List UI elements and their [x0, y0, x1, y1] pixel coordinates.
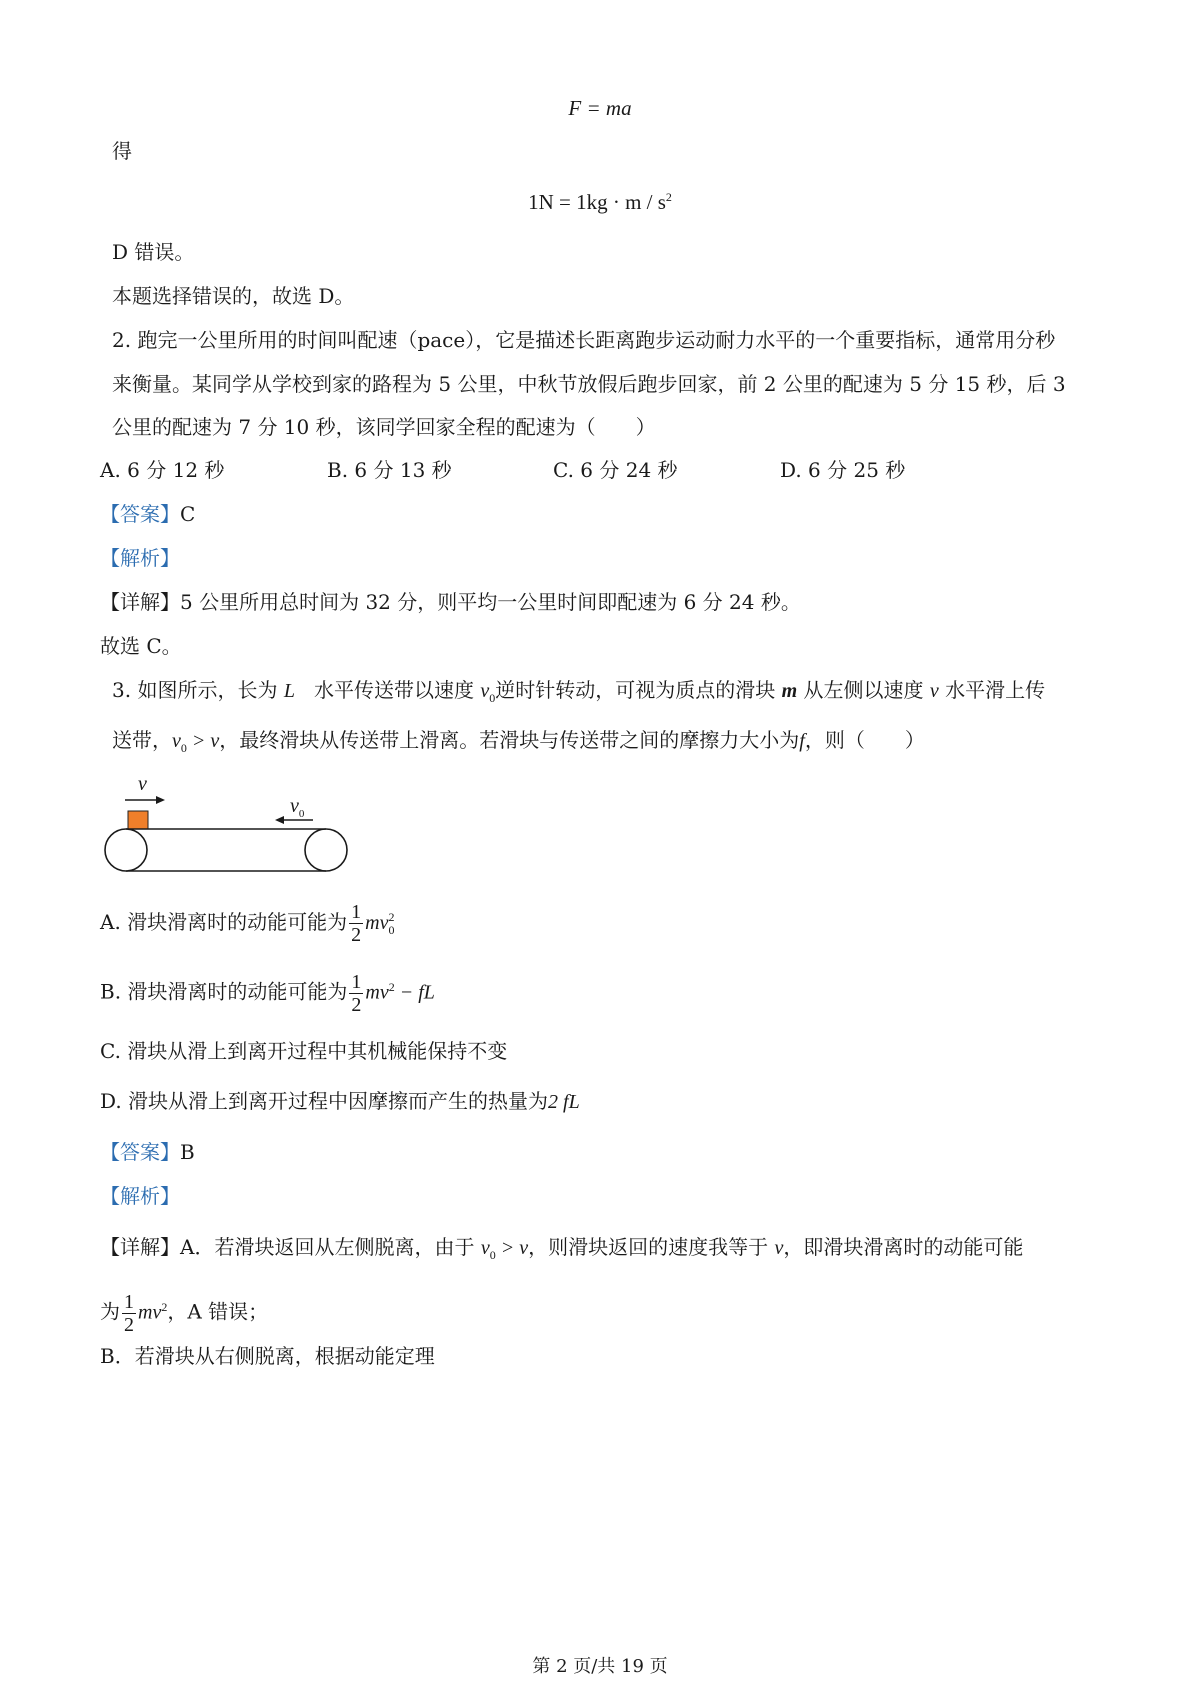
q2-option-d: D. 6 分 25 秒	[780, 458, 906, 482]
q2-option-c: C. 6 分 24 秒	[553, 458, 678, 482]
q3-line1: 3. 如图所示，长为 L 水平传送带以速度 $v_0$逆时针转动，可视为质点的滑块 m 从左侧以速度 v 水平滑上传	[112, 678, 1046, 705]
q2-detail: 【详解】5 公里所用总时间为 32 分，则平均一公里时间即配速为 6 分 24 秒。	[100, 590, 801, 614]
q2-option-a: A. 6 分 12 秒	[100, 458, 225, 482]
text-de: 得	[112, 139, 132, 163]
arrow-head-right-icon	[156, 796, 165, 804]
q2-answer: 【答案】C	[100, 502, 196, 526]
slider-block	[128, 811, 148, 829]
formula-unit: $1N = 1kg \cdot m / s^2$	[528, 190, 672, 214]
figure-label-v: v	[138, 773, 147, 795]
q3-option-c: C. 滑块从滑上到离开过程中其机械能保持不变	[100, 1039, 508, 1063]
page-footer: 第 2 页/共 19 页	[532, 1656, 668, 1677]
q3-analysis-label: 【解析】	[100, 1184, 180, 1208]
left-pulley	[105, 829, 147, 871]
q2-analysis-label: 【解析】	[100, 546, 180, 570]
arrow-head-left-icon	[275, 816, 284, 824]
q3-detail-line3: B．若滑块从右侧脱离，根据动能定理	[100, 1344, 435, 1368]
q2-final: 故选 C。	[100, 634, 182, 658]
q3-detail-line1: 【详解】A．若滑块返回从左侧脱离，由于 $v_0 > v$，则滑块返回的速度我等于 v，即滑块滑离时的动能可能	[100, 1235, 1024, 1262]
q2-line1: 2. 跑完一公里所用的时间叫配速（pace），它是描述长距离跑步运动耐力水平的一个重要指标，通常用分秒	[112, 328, 1056, 352]
q3-option-a: A. 滑块滑离时的动能可能为 $\frac{1}{2}$ mv 2 0	[100, 901, 395, 946]
q3-option-d: D. 滑块从滑上到离开过程中因摩擦而产生的热量为2 fL	[100, 1089, 580, 1113]
figure-label-v0: $v_0$	[290, 795, 305, 820]
right-pulley	[305, 829, 347, 871]
q3-answer: 【答案】B	[100, 1140, 195, 1164]
formula-newton: F = ma	[568, 96, 632, 120]
q3-option-b: B. 滑块滑离时的动能可能为 $\frac{1}{2}$ $mv^2$ − fL	[100, 970, 435, 1016]
q3-line2: 送带，$v_0 > v$，最终滑块从传送带上滑离。若滑块与传送带之间的摩擦力大小为f，则（ ）	[112, 728, 925, 755]
text-d-wrong: D 错误。	[112, 240, 195, 264]
q3-detail-line2: 为 $\frac{1}{2}$ $mv^2$，A 错误；	[100, 1290, 269, 1336]
conveyor-belt-figure	[95, 770, 365, 880]
q2-line3: 公里的配速为 7 分 10 秒，该同学回家全程的配速为（ ）	[112, 415, 656, 439]
text-conclusion: 本题选择错误的，故选 D。	[112, 284, 355, 308]
q2-option-b: B. 6 分 13 秒	[327, 458, 452, 482]
q2-line2: 来衡量。某同学从学校到家的路程为 5 公里，中秋节放假后跑步回家，前 2 公里的配速为 5 分 15 秒，后 3	[112, 372, 1066, 396]
